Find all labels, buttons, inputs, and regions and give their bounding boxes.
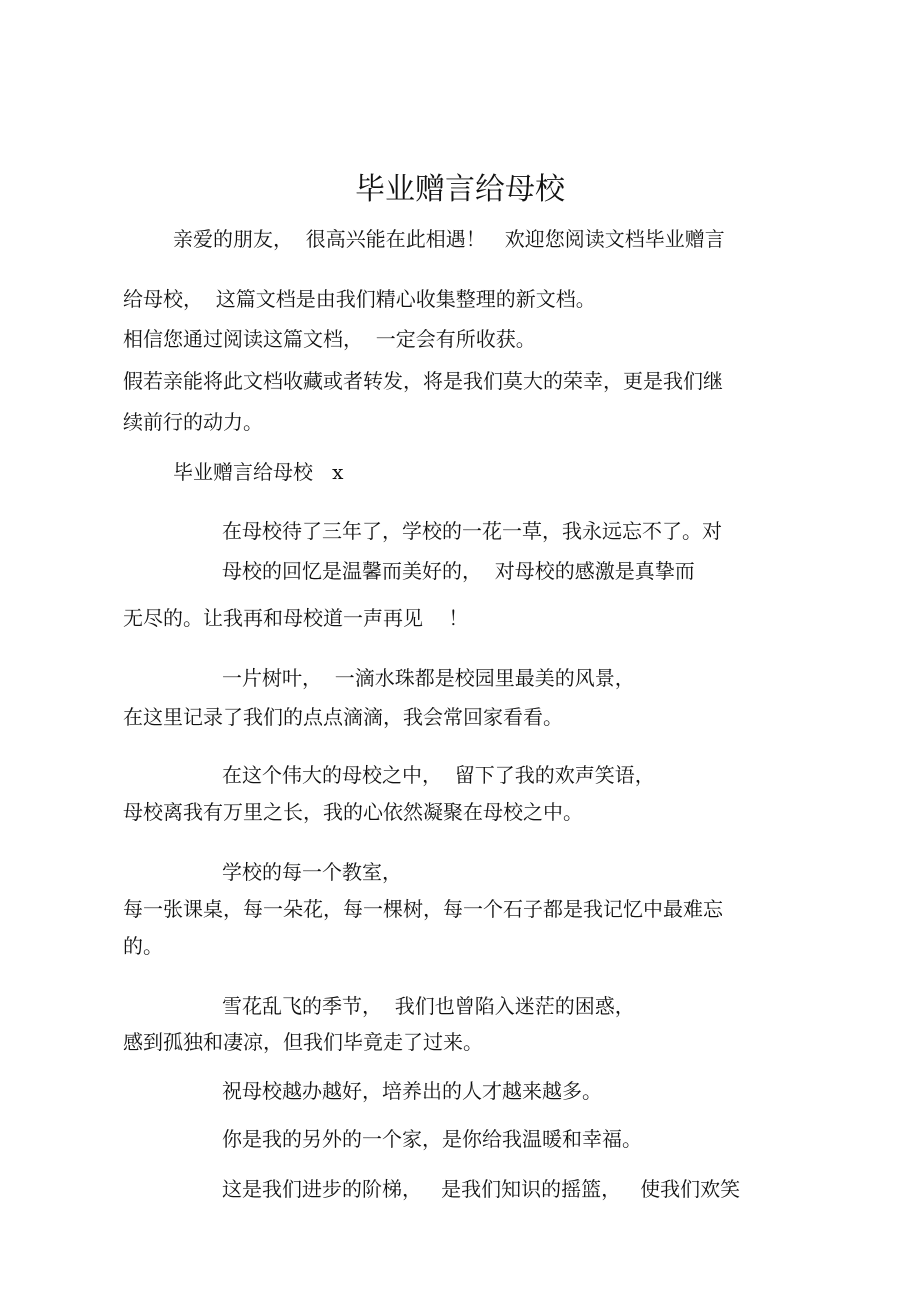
body-line: 在这里记录了我们的点点滴滴，我会常回家看看。 [123,705,563,729]
body-line: 在母校待了三年了，学校的一花一草，我永远忘不了。对 [222,519,722,543]
body-line: 无尽的。让我再和母校道一声再见 ！ [123,606,469,630]
intro-line: 续前行的动力。 [123,410,263,434]
body-line: 一片树叶， 一滴水珠都是校园里最美的风景， [222,666,635,690]
body-line: 母校的回忆是温馨而美好的， 对母校的感激是真挚而 [222,559,695,583]
body-line: 感到孤独和凄凉，但我们毕竟走了过来。 [123,1030,483,1054]
document-subtitle: 毕业赠言给母校 x [173,460,344,484]
body-line: 祝母校越办越好，培养出的人才越来越多。 [222,1079,602,1103]
intro-line: 亲爱的朋友， 很高兴能在此相遇！ 欢迎您阅读文档毕业赠言 [173,227,725,251]
body-line: 你是我的另外的一个家，是你给我温暖和幸福。 [222,1127,642,1151]
body-line: 母校离我有万里之长，我的心依然凝聚在母校之中。 [123,800,583,824]
body-line: 雪花乱飞的季节， 我们也曾陷入迷茫的困惑， [222,994,635,1018]
document-title: 毕业赠言给母校 [355,172,565,207]
intro-line: 给母校， 这篇文档是由我们精心收集整理的新文档。 [123,287,596,311]
body-line: 这是我们进步的阶梯， 是我们知识的摇篮， 使我们欢笑 [222,1177,741,1201]
intro-line: 相信您通过阅读这篇文档， 一定会有所收获。 [123,327,536,351]
body-line: 在这个伟大的母校之中， 留下了我的欢声笑语， [222,763,655,787]
body-line: 的。 [123,934,163,958]
body-line: 每一张课桌，每一朵花，每一棵树，每一个石子都是我记忆中最难忘 [123,897,723,921]
intro-line: 假若亲能将此文档收藏或者转发，将是我们莫大的荣幸，更是我们继 [123,369,723,393]
body-line: 学校的每一个教室， [222,860,402,884]
